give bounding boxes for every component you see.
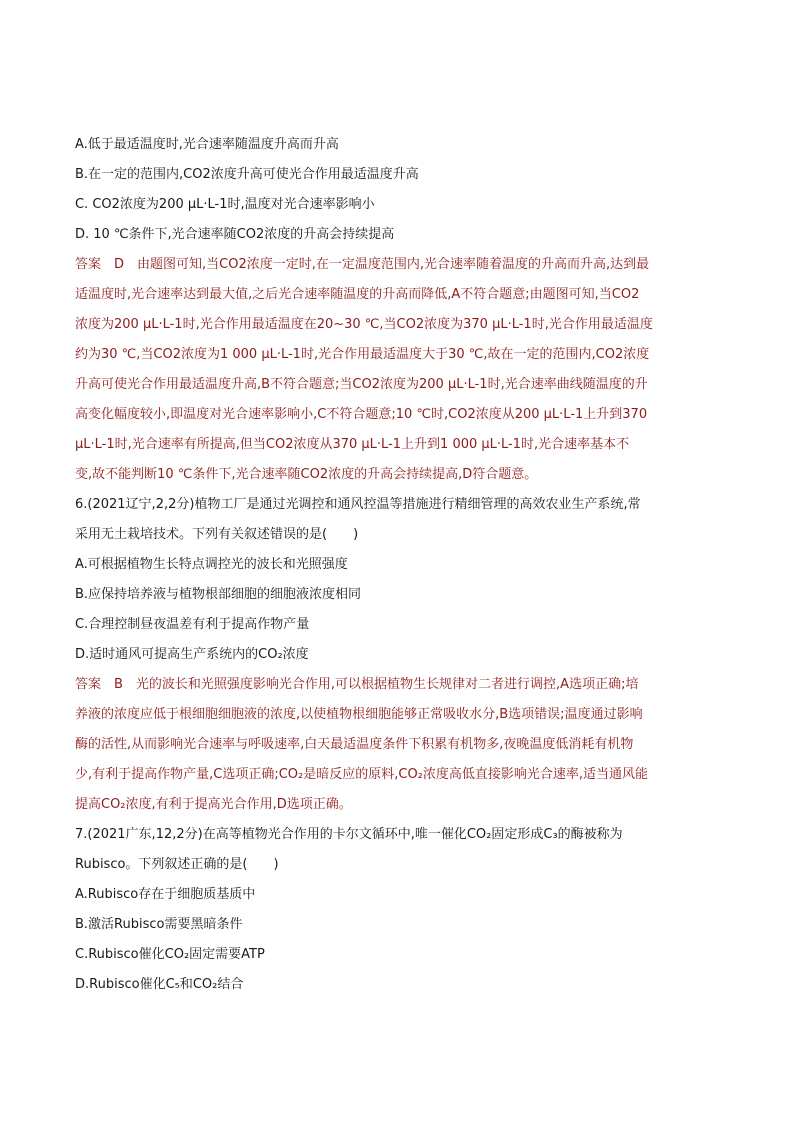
q7-option-a: A.Rubisco存在于细胞质基质中: [75, 887, 256, 902]
q6-answer-line: 少,有利于提高作物产量,C选项正确;CO₂是暗反应的原料,CO₂浓度高低直接影响光合速率,适当通风能: [75, 767, 649, 782]
q6-option-d: D.适时通风可提高生产系统内的CO₂浓度: [75, 647, 309, 662]
q5-answer-line: μL·L-1时,光合速率有所提高,但当CO2浓度从370 μL·L-1上升到1 000 μL·L-1时,光合速率基本不: [75, 437, 630, 452]
q5-option-c: C. CO2浓度为200 μL·L-1时,温度对光合速率影响小: [75, 197, 375, 212]
q5-answer-line: 升高可使光合作用最适温度升高,B不符合题意;当CO2浓度为200 μL·L-1时,光合速率曲线随温度的升: [75, 377, 648, 392]
q7-stem-line: 7.(2021广东,12,2分)在高等植物光合作用的卡尔文循环中,唯一催化CO₂固定形成C₃的酶被称为: [75, 827, 623, 842]
q6-option-c: C.合理控制昼夜温差有利于提高作物产量: [75, 617, 310, 632]
q5-option-b: B.在一定的范围内,CO2浓度升高可使光合作用最适温度升高: [75, 167, 419, 182]
q6-answer-line: 酶的活性,从而影响光合速率与呼吸速率,白天最适温度条件下积累有机物多,夜晚温度低消耗有机物: [75, 737, 634, 752]
q7-option-d: D.Rubisco催化C₅和CO₂结合: [75, 977, 244, 992]
q6-answer-line: 答案 B 光的波长和光照强度影响光合作用,可以根据植物生长规律对二者进行调控,A选项正确;培: [75, 677, 639, 692]
q6-stem-line: 采用无土栽培技术。下列有关叙述错误的是( ): [75, 527, 359, 542]
q7-option-c: C.Rubisco催化CO₂固定需要ATP: [75, 947, 265, 962]
q5-option-a: A.低于最适温度时,光合速率随温度升高而升高: [75, 137, 339, 152]
q5-answer-line: 约为30 ℃,当CO2浓度为1 000 μL·L-1时,光合作用最适温度大于30 ℃,故在一定的范围内,CO2浓度: [75, 347, 650, 362]
q6-option-b: B.应保持培养液与植物根部细胞的细胞液浓度相同: [75, 587, 362, 602]
q5-answer-line: 高变化幅度较小,即温度对光合速率影响小,C不符合题意;10 ℃时,CO2浓度从200 μL·L-1上升到370: [75, 407, 648, 422]
q5-answer-line: 适温度时,光合速率达到最大值,之后光合速率随温度的升高而降低,A不符合题意;由题图可知,当CO2: [75, 287, 640, 302]
q5-answer-line: 答案 D 由题图可知,当CO2浓度一定时,在一定温度范围内,光合速率随着温度的升高而升高,达到最: [75, 257, 650, 272]
q6-option-a: A.可根据植物生长特点调控光的波长和光照强度: [75, 557, 348, 572]
q7-option-b: B.激活Rubisco需要黑暗条件: [75, 917, 243, 932]
q6-answer-line: 提高CO₂浓度,有利于提高光合作用,D选项正确。: [75, 797, 352, 812]
q5-answer-line: 浓度为200 μL·L-1时,光合作用最适温度在20~30 ℃,当CO2浓度为370 μL·L-1时,光合作用最适温度: [75, 317, 653, 332]
q6-answer-line: 养液的浓度应低于根细胞细胞液的浓度,以使植物根细胞能够正常吸收水分,B选项错误;温度通过影响: [75, 707, 643, 722]
document-content: [75, 130, 730, 1000]
q5-answer-line: 变,故不能判断10 ℃条件下,光合速率随CO2浓度的升高会持续提高,D符合题意。: [75, 467, 538, 482]
q6-stem-line: 6.(2021辽宁,2,2分)植物工厂是通过光调控和通风控温等措施进行精细管理的高效农业生产系统,常: [75, 497, 641, 512]
q5-option-d: D. 10 ℃条件下,光合速率随CO2浓度的升高会持续提高: [75, 227, 395, 242]
q7-stem-line: Rubisco。下列叙述正确的是( ): [75, 857, 279, 872]
